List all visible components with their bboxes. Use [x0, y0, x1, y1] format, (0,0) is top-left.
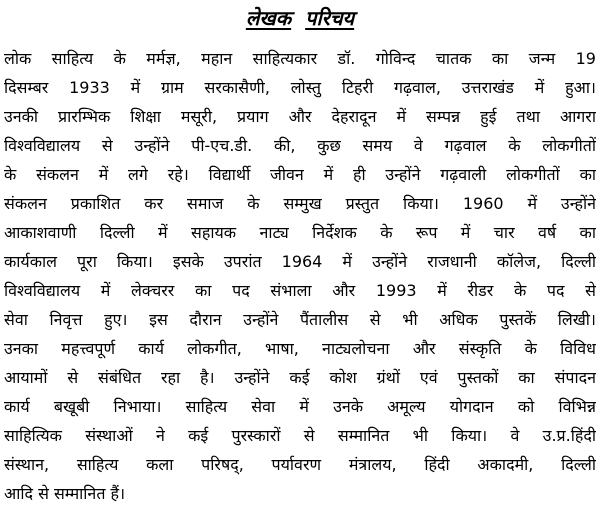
paragraph-line: लोक साहित्य के मर्मज्ञ, महान साहित्यकार डॉ. गोविन्द चातक का जन्म 19	[4, 49, 596, 68]
title-word-lekhak: लेखक	[245, 6, 292, 30]
paragraph-line: आयामों से संबंधित रहा है। उन्होंने कई कोश ग्रंथों एवं पुस्तकों का संपादन	[4, 368, 596, 387]
paragraph-line: विश्वविद्यालय में लेक्चरर का पद संभाला और 1993 में रीडर के पद से	[4, 281, 596, 300]
paragraph-line: साहित्यिक संस्थाओं ने कई पुरस्कारों से सम्मानित भी किया। वे उ.प्र.हिंदी	[4, 426, 596, 445]
paragraph-line: कार्यकाल पूरा किया। इसके उपरांत 1964 में उन्होंने राजधानी कॉलेज, दिल्ली	[4, 252, 596, 271]
paragraph-line: संकलन प्रकाशित कर समाज के सम्मुख प्रस्तुत किया। 1960 में उन्होंने	[4, 194, 596, 213]
paragraph-line: कार्य बखूबी निभाया। साहित्य सेवा में उनके अमूल्य योगदान को विभिन्न	[4, 397, 596, 416]
paragraph-line: उनकी प्रारम्भिक शिक्षा मसूरी, प्रयाग और देहरादून में सम्पन्न हुई तथा आगरा	[4, 107, 596, 126]
author-introduction-paragraph	[4, 44, 596, 508]
paragraph-line: के संकलन में लगे रहे। विद्यार्थी जीवन में ही उन्होंने गढ़वाली लोकगीतों का	[4, 165, 596, 184]
paragraph-line: आदि से सम्मानित हैं।	[4, 484, 126, 503]
paragraph-line: संस्थान, साहित्य कला परिषद्, पर्यावरण मंत्रालय, हिंदी अकादमी, दिल्ली	[4, 455, 596, 474]
page-title	[0, 4, 600, 32]
paragraph-line: आकाशवाणी दिल्ली में सहायक नाट्य निर्देशक के रूप में चार वर्ष का	[4, 223, 596, 242]
paragraph-line: उनका महत्त्वपूर्ण कार्य लोकगीत, भाषा, नाट्यलोचना और संस्कृति के विविध	[4, 339, 596, 358]
paragraph-line: सेवा निवृत्त हुए। इस दौरान उन्होंने पैंतालीस से भी अधिक पुस्तकें लिखी।	[4, 310, 596, 329]
paragraph-line: दिसम्बर 1933 में ग्राम सरकासैणी, लोस्तु टिहरी गढ़वाल, उत्तराखंड में हुआ।	[4, 78, 596, 97]
paragraph-line: विश्वविद्यालय से उन्होंने पी-एच.डी. की, कुछ समय वे गढ़वाल के लोकगीतों	[4, 136, 596, 155]
title-word-parichay: परिचय	[305, 6, 355, 30]
